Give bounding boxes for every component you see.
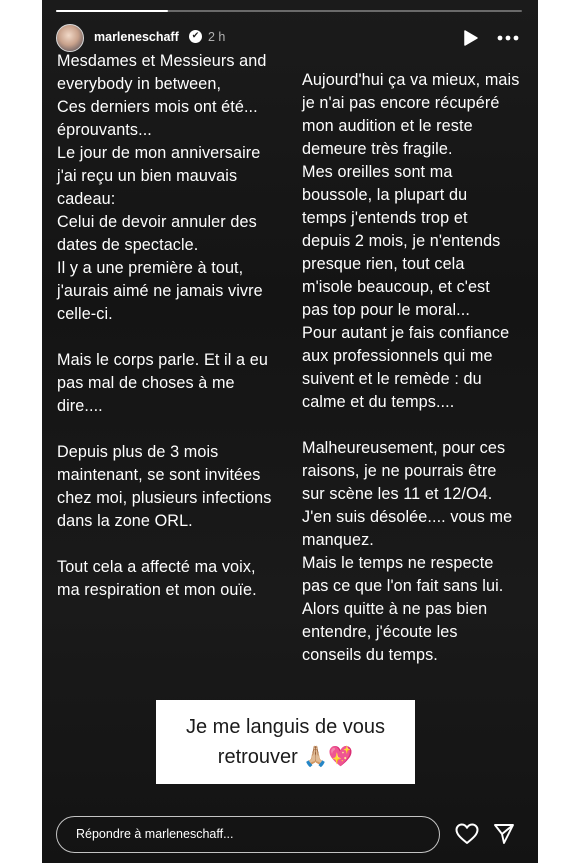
story-text-right-column: Aujourd'hui ça va mieux, mais je n'ai pas encore récupéré mon audition et le reste demeure très fragile. Mes oreilles sont ma boussole, la plupart du temps j'entends trop et depuis 2 mois, je n'entends presque rien, tout cela m'isole beaucoup, et c'est pas top pour le moral... Pour autant je fais confiance aux professionnels qui me suivent et le remède : du calme et du temps.... Malheureusement, pour ces raisons, je ne pourrais être sur scène les 11 et 12/O4. J'en suis désolée.... vous me manquez. Mais le temps ne respecte pas ce que l'on fait sans lui. Alors quitte à ne pas bien entendre, j'écoute les conseils du temps. <box>302 71 520 664</box>
more-icon[interactable] <box>496 32 520 44</box>
send-icon[interactable] <box>493 823 515 845</box>
avatar[interactable] <box>56 24 84 52</box>
story-progress-fill <box>56 10 168 12</box>
story-viewer[interactable] <box>42 0 538 863</box>
username[interactable]: marleneschaff <box>94 30 179 44</box>
story-progress-bar <box>56 10 522 12</box>
verified-badge-icon: ✔ <box>189 30 202 43</box>
sticker-line-2: retrouver 🙏🏼💖 <box>217 746 354 768</box>
timestamp: 2 h <box>208 30 226 44</box>
heart-icon[interactable] <box>455 823 479 845</box>
story-text-left-column: Mesdames et Messieurs and everybody in between, Ces derniers mois ont été... éprouvants... Le jour de mon anniversaire j'ai reçu un bien mauvais cadeau: Celui de devoir annuler des dates de spectacle. Il y a une première à tout, j'aurais aimé ne jamais vivre celle-ci. Mais le corps parle. Et il a eu pas mal de choses à me dire.... Depuis plus de 3 mois maintenant, se sont invitées chez moi, plusieurs infections dans la zone ORL. Tout cela a affecté ma voix, ma respiration et mon ouïe. <box>57 52 272 599</box>
story-header <box>56 24 522 52</box>
reply-input[interactable] <box>56 816 440 853</box>
sticker-line-1: Je me languis de vous <box>185 716 385 738</box>
reply-placeholder: Répondre à marleneschaff... <box>76 827 234 841</box>
text-sticker <box>156 700 415 784</box>
play-icon[interactable] <box>460 28 480 48</box>
